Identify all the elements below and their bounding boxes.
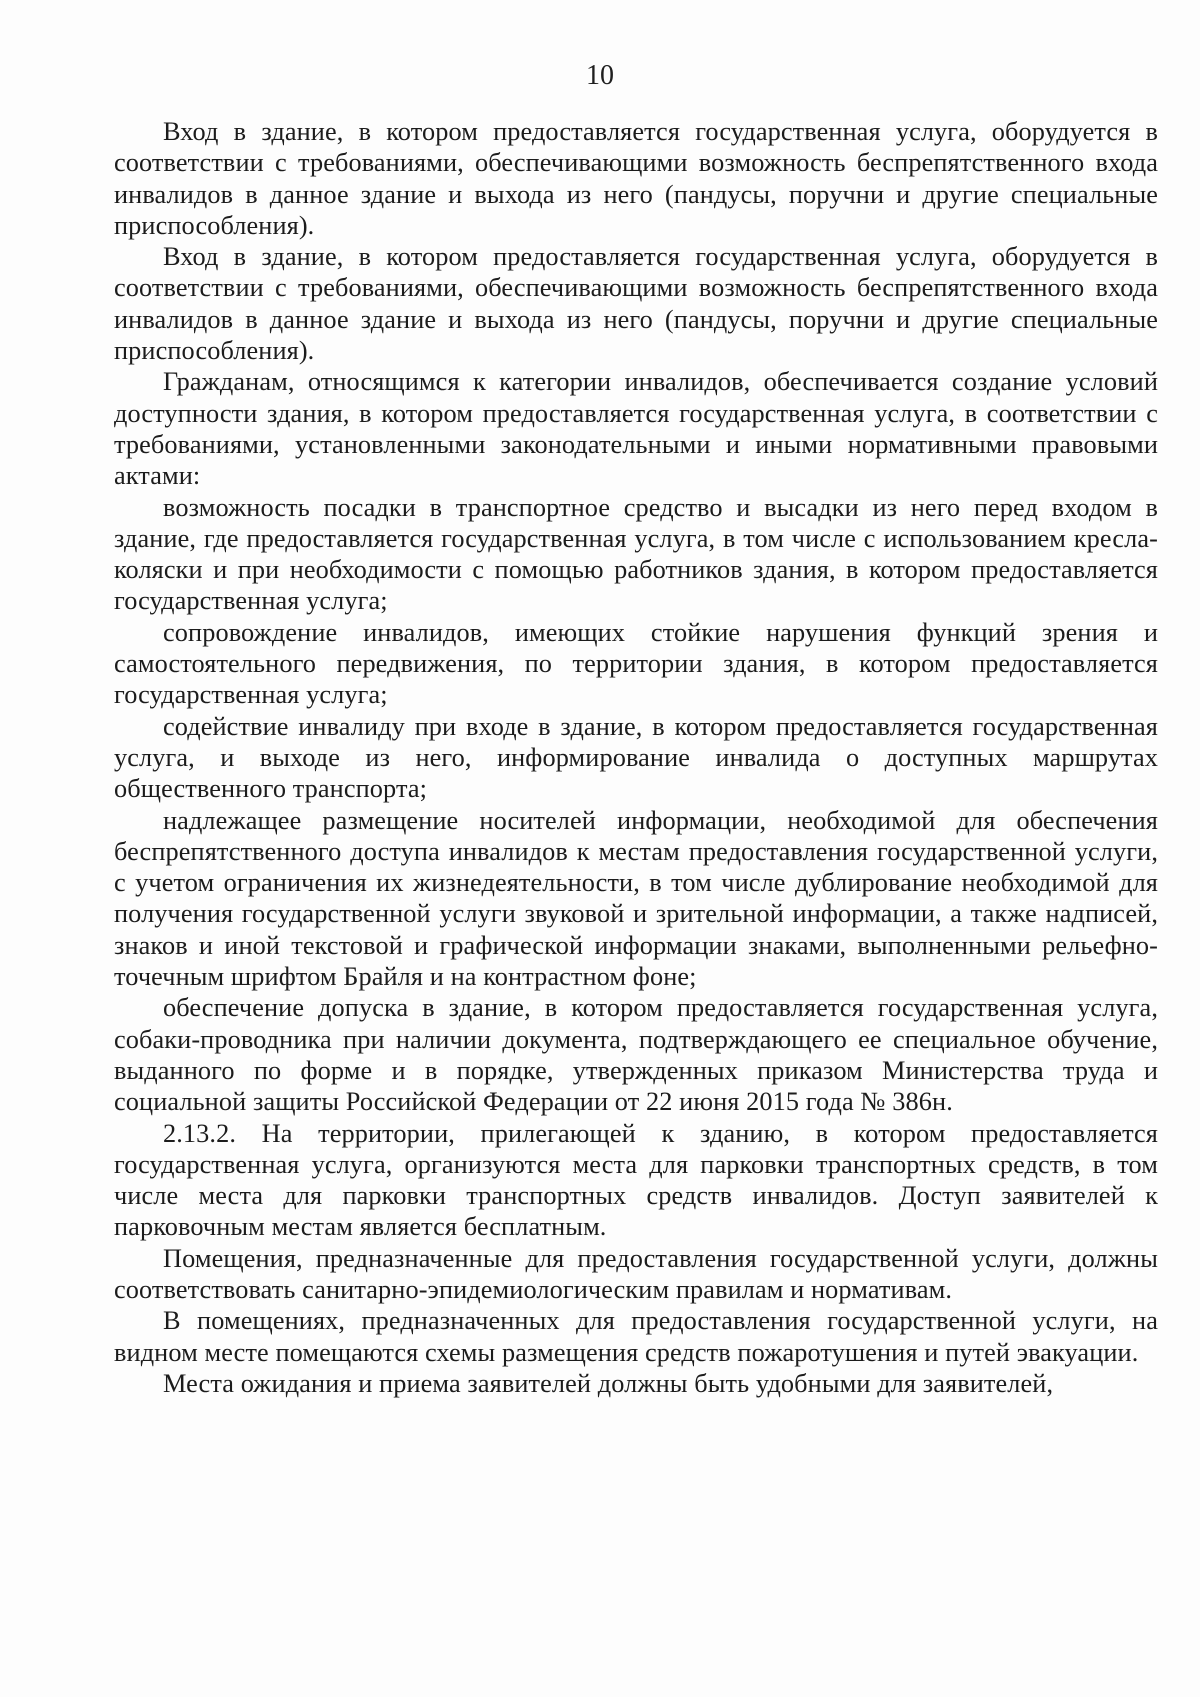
- page-number: 10: [586, 60, 614, 91]
- paragraph-entrance-equipment: Вход в здание, в котором предоставляется государственная услуга, оборудуется в соответствии с требованиями, обеспечивающими возможность беспрепятственного входа инвалидов в данное здание и выхода из него (пандусы, поручни и другие специальные приспособления).: [114, 117, 1158, 240]
- paragraph-parking: 2.13.2. На территории, прилегающей к зданию, в котором предоставляется государственная услуга, организуются места для парковки транспортных средств, в том числе места для парковки транспортных средств инвалидов. Доступ заявителей к парковочным местам является бесплатным.: [114, 1118, 1158, 1242]
- paragraph-entrance-equipment-repeat: Вход в здание, в котором предоставляется государственная услуга, оборудуется в соответствии с требованиями, обеспечивающими возможность беспрепятственного входа инвалидов в данное здание и выхода из него (пандусы, поручни и другие специальные приспособления).: [114, 242, 1158, 366]
- document-body: [114, 116, 1158, 1399]
- paragraph-waiting-places: Места ожидания и приема заявителей должны быть удобными для заявителей,: [163, 1368, 1054, 1398]
- paragraph-guide-dog-access: обеспечение допуска в здание, в котором предоставляется государственная услуга, собаки-проводника при наличии документа, подтверждающего ее специальное обучение, выданного по форме и в порядке, утвержденных приказом Министерства труда и социальной защиты Российской Федерации от 22 июня 2015 года № 386н.: [114, 993, 1158, 1117]
- paragraph-entry-assistance: содействие инвалиду при входе в здание, в котором предоставляется государственная услуга, и выходе из него, информирование инвалида о доступных маршрутах общественного транспорта;: [114, 711, 1158, 804]
- paragraph-information-placement: надлежащее размещение носителей информации, необходимой для обеспечения беспрепятственного доступа инвалидов к местам предоставления государственной услуги, с учетом ограничения их жизнедеятельности, в том числе дублирование необходимой для получения государственной услуги звуковой и зрительной информации, а также надписей, знаков и иной текстовой и графической информации знаками, выполненными рельефно-точечным шрифтом Брайля и на контрастном фоне;: [114, 805, 1158, 992]
- paragraph-sanitary-norms: Помещения, предназначенные для предоставления государственной услуги, должны соответствовать санитарно-эпидемиологическим правилам и нормативам.: [114, 1243, 1158, 1304]
- paragraph-transport-boarding: возможность посадки в транспортное средство и высадки из него перед входом в здание, где предоставляется государственная услуга, в том числе с использованием кресла-коляски и при необходимости с помощью работников здания, в котором предоставляется государственная услуга;: [114, 492, 1158, 616]
- paragraph-escort: сопровождение инвалидов, имеющих стойкие нарушения функций зрения и самостоятельного передвижения, по территории здания, в котором предоставляется государственная услуга;: [114, 617, 1158, 710]
- paragraph-accessibility-conditions: Гражданам, относящимся к категории инвалидов, обеспечивается создание условий доступности здания, в котором предоставляется государственная услуга, в соответствии с требованиями, установленными законодательными и иными нормативными правовыми актами:: [114, 367, 1158, 491]
- paragraph-evacuation-schemes: В помещениях, предназначенных для предоставления государственной услуги, на видном месте помещаются схемы размещения средств пожаротушения и путей эвакуации.: [114, 1306, 1158, 1367]
